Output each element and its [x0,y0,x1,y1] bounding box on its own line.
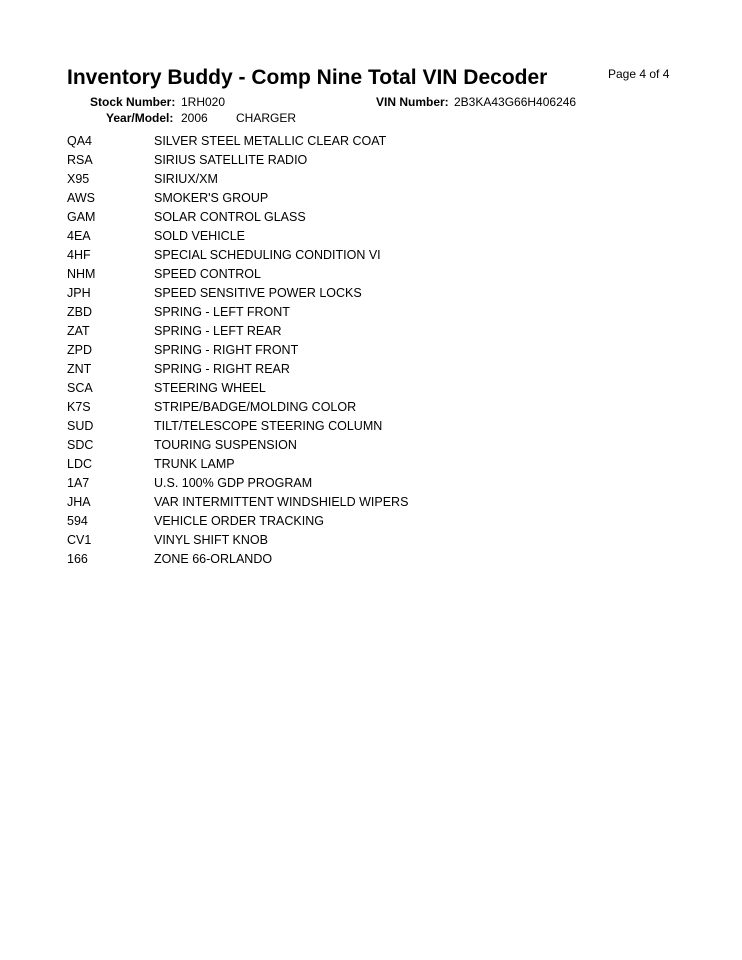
option-code: K7S [67,399,91,414]
code-row [67,169,627,188]
code-row [67,492,627,511]
option-code: LDC [67,456,93,471]
code-row [67,530,627,549]
option-code: ZAT [67,323,90,338]
option-code: 166 [67,551,88,566]
model-value: CHARGER [236,111,297,125]
option-description: U.S. 100% GDP PROGRAM [154,475,313,490]
vin-number-label: VIN Number: [376,95,449,109]
option-code: SDC [67,437,94,452]
option-description: TRUNK LAMP [154,456,235,471]
option-description: STRIPE/BADGE/MOLDING COLOR [154,399,357,414]
option-code: QA4 [67,133,93,148]
option-description: SILVER STEEL METALLIC CLEAR COAT [154,133,387,148]
option-code: 594 [67,513,88,528]
report-title: Inventory Buddy - Comp Nine Total VIN Decoder [67,66,548,89]
code-row [67,283,627,302]
code-row [67,226,627,245]
option-code: X95 [67,171,90,186]
code-row [67,473,627,492]
option-code: SUD [67,418,94,433]
option-code: ZPD [67,342,92,357]
option-description: SPRING - RIGHT REAR [154,361,290,376]
option-code: GAM [67,209,96,224]
option-description: SOLD VEHICLE [154,228,246,243]
code-row [67,511,627,530]
code-row [67,549,627,568]
option-code: JPH [67,285,91,300]
option-description: SPRING - LEFT FRONT [154,304,290,319]
option-description: SPRING - RIGHT FRONT [154,342,299,357]
option-description: SPEED CONTROL [154,266,261,281]
option-code: ZBD [67,304,92,319]
option-code: ZNT [67,361,92,376]
option-code: CV1 [67,532,92,547]
option-description: SPEED SENSITIVE POWER LOCKS [154,285,362,300]
vin-number-value: 2B3KA43G66H406246 [454,95,577,109]
option-description: SIRIUS SATELLITE RADIO [154,152,308,167]
option-description: TOURING SUSPENSION [154,437,297,452]
stock-number-label: Stock Number: [90,95,176,109]
option-description: STEERING WHEEL [154,380,266,395]
option-description: SIRIUX/XM [154,171,218,186]
code-row [67,207,627,226]
code-row [67,416,627,435]
option-description: SMOKER'S GROUP [154,190,269,205]
option-code: 1A7 [67,475,90,490]
code-row [67,435,627,454]
option-description: SPRING - LEFT REAR [154,323,282,338]
code-row [67,454,627,473]
code-row [67,359,627,378]
stock-number-value: 1RH020 [181,95,226,109]
code-row [67,340,627,359]
code-row [67,264,627,283]
code-row [67,245,627,264]
option-code: NHM [67,266,96,281]
page-number: Page 4 of 4 [608,67,670,81]
code-row [67,131,627,150]
option-description: TILT/TELESCOPE STEERING COLUMN [154,418,383,433]
option-code: 4EA [67,228,91,243]
year-value: 2006 [181,111,208,125]
option-description: VEHICLE ORDER TRACKING [154,513,324,528]
option-description: VINYL SHIFT KNOB [154,532,268,547]
year-model-label: Year/Model: [106,111,174,125]
option-description: SOLAR CONTROL GLASS [154,209,306,224]
option-code: JHA [67,494,91,509]
option-code: SCA [67,380,93,395]
option-code-list [67,131,627,568]
code-row [67,397,627,416]
option-code: 4HF [67,247,91,262]
code-row [67,302,627,321]
code-row [67,321,627,340]
code-row [67,188,627,207]
option-code: RSA [67,152,93,167]
code-row [67,150,627,169]
option-code: AWS [67,190,96,205]
option-description: ZONE 66-ORLANDO [154,551,273,566]
code-row [67,378,627,397]
option-description: VAR INTERMITTENT WINDSHIELD WIPERS [154,494,409,509]
option-description: SPECIAL SCHEDULING CONDITION VI [154,247,381,262]
